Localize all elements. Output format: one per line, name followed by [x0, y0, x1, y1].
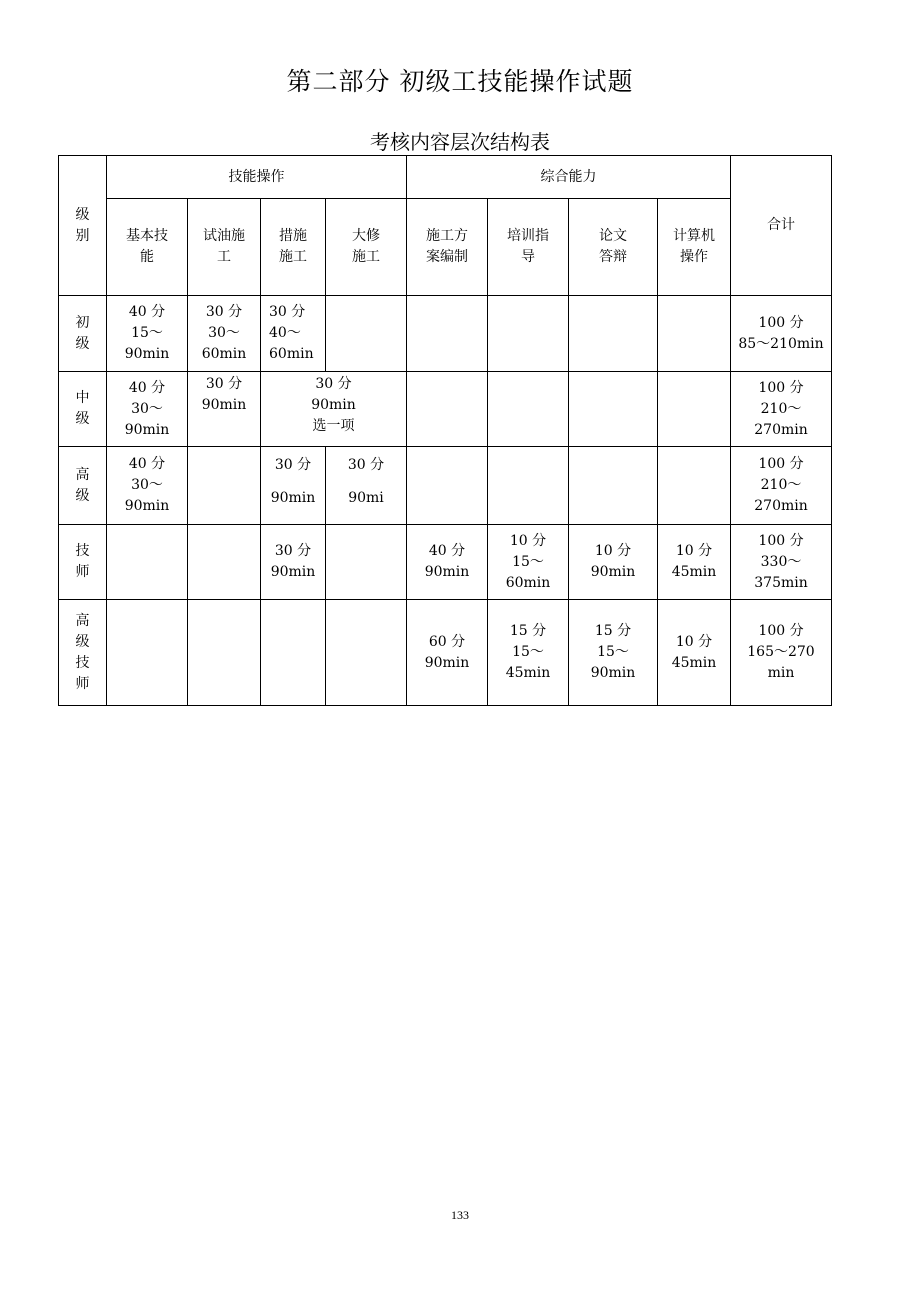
- page-number: 133: [451, 1208, 469, 1222]
- cell-basic: 40 分 30～ 90min: [107, 372, 188, 447]
- table-row-chuji: [59, 296, 832, 372]
- cell-oil: 30 分 30～ 60min: [188, 296, 261, 372]
- cell-total: 100 分 210～ 270min: [731, 447, 832, 525]
- cell-plan: 60 分 90min: [407, 600, 488, 706]
- header-total: 合计: [731, 156, 832, 296]
- cell-basic: [107, 525, 188, 600]
- cell-training: 10 分 15～ 60min: [488, 525, 569, 600]
- cell-total: 100 分 85～210min: [731, 296, 832, 372]
- table-row-gaoji: [59, 447, 832, 525]
- header-row-columns: [59, 199, 832, 296]
- cell-training: [488, 372, 569, 447]
- cell-computer: 10 分 45min: [658, 600, 731, 706]
- cell-computer: [658, 296, 731, 372]
- cell-oil: [188, 600, 261, 706]
- cell-oil: [188, 447, 261, 525]
- cell-overhaul: [326, 600, 407, 706]
- cell-plan: [407, 447, 488, 525]
- header-training: 培训指 导: [488, 199, 569, 296]
- cell-training: [488, 447, 569, 525]
- cell-measure-overhaul-merged: 30 分 90min 选一项: [261, 372, 407, 447]
- cell-total: 100 分 210～ 270min: [731, 372, 832, 447]
- cell-basic: 40 分 30～ 90min: [107, 447, 188, 525]
- cell-total: 100 分 330～ 375min: [731, 525, 832, 600]
- cell-computer: 10 分 45min: [658, 525, 731, 600]
- row-label: 高 级: [59, 447, 107, 525]
- row-label: 初 级: [59, 296, 107, 372]
- table-row-jishi: [59, 525, 832, 600]
- cell-plan: [407, 296, 488, 372]
- cell-thesis: 10 分 90min: [569, 525, 658, 600]
- cell-measure: 30 分 40～ 60min: [261, 296, 326, 372]
- row-label: 高 级 技 师: [59, 600, 107, 706]
- table-row-gaojijishi: [59, 600, 832, 706]
- header-basic-skill: 基本技 能: [107, 199, 188, 296]
- header-computer: 计算机 操作: [658, 199, 731, 296]
- header-measures: 措施 施工: [261, 199, 326, 296]
- header-ability-group: 综合能力: [407, 156, 731, 199]
- cell-oil: [188, 525, 261, 600]
- cell-plan: 40 分 90min: [407, 525, 488, 600]
- page-title: 第二部分 初级工技能操作试题: [286, 67, 634, 96]
- table-title: 考核内容层次结构表: [370, 130, 550, 154]
- cell-measure: 30 分 90min: [261, 525, 326, 600]
- cell-measure: 30 分 90min: [261, 447, 326, 525]
- cell-basic: 40 分 15～ 90min: [107, 296, 188, 372]
- cell-overhaul: 30 分 90mi: [326, 447, 407, 525]
- cell-training: 15 分 15～ 45min: [488, 600, 569, 706]
- table-row-zhongji: [59, 372, 832, 447]
- cell-total: 100 分 165～270 min: [731, 600, 832, 706]
- header-row-groups: [59, 156, 832, 199]
- cell-thesis: [569, 447, 658, 525]
- cell-plan: [407, 372, 488, 447]
- header-level: 级 别: [59, 156, 107, 296]
- header-overhaul: 大修 施工: [326, 199, 407, 296]
- cell-training: [488, 296, 569, 372]
- header-skill-group: 技能操作: [107, 156, 407, 199]
- cell-oil: 30 分 90min: [188, 372, 261, 447]
- cell-computer: [658, 447, 731, 525]
- cell-basic: [107, 600, 188, 706]
- header-plan: 施工方 案编制: [407, 199, 488, 296]
- cell-thesis: [569, 372, 658, 447]
- row-label: 中 级: [59, 372, 107, 447]
- row-label: 技 师: [59, 525, 107, 600]
- header-oil-test: 试油施 工: [188, 199, 261, 296]
- cell-overhaul: [326, 525, 407, 600]
- cell-overhaul: [326, 296, 407, 372]
- structure-table: [58, 155, 832, 706]
- cell-computer: [658, 372, 731, 447]
- cell-thesis: 15 分 15～ 90min: [569, 600, 658, 706]
- cell-thesis: [569, 296, 658, 372]
- cell-measure: [261, 600, 326, 706]
- header-thesis: 论文 答辩: [569, 199, 658, 296]
